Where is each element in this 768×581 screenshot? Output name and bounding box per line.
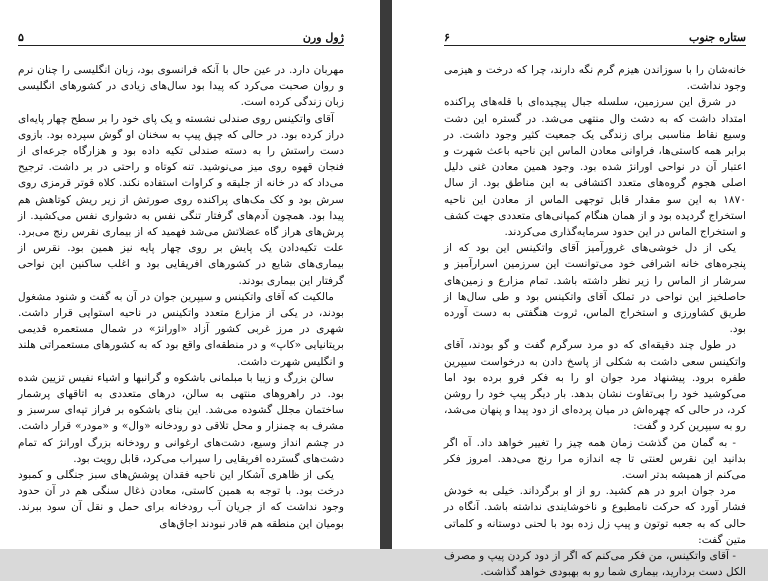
right-page-header xyxy=(444,26,746,44)
paragraph: سالن بزرگ و زیبا با مبلمانی باشکوه و گرانبها و اشیاء نفیس تزیین شده بود. در راهروهای منتهی به سالن، درهای متعددی به اتاقهای پرشمار ساختمان مجلل گشوده می‌شد. این بنای باشکوه بر فراز تپه‌ای سرسبز و مشرف به چمنزار و محل تلاقی دو رودخانه «وال» و «مودر» قرار داشت. در چشم انداز وسیع، دشت‌های ارغوانی و رودخانه بزرگ اورانژ که تمام دشت‌های گسترده افریقایی را سیراب می‌کرد، قابل رویت بود. xyxy=(18,371,344,465)
book-spine xyxy=(380,0,392,549)
paragraph: یکی از ظاهری آشکار این ناحیه فقدان پوشش‌های سبز جنگلی و کمبود درخت بود. با توجه به همین کاستی، معادن ذغال سنگی هم در آن حدود وجود نداشت که از جریان آب رودخانه برای حمل و نقل آن سود ببرند. بومیان این منطقه هم قادر نبودند اجاق‌های xyxy=(18,469,344,530)
paragraph: - آقای واتکینس، من فکر می‌کنم که اگر از دود کردن پیپ و مصرف الکل دست بردارید، بیماری شما رو به بهبودی خواهد گذاشت. xyxy=(444,550,746,579)
paragraph: خانه‌شان را با سوزاندن هیزم گرم نگه دارند، چرا که درخت و هیزمی وجود نداشت. xyxy=(444,64,746,93)
left-page-header xyxy=(18,26,344,44)
right-header-rule xyxy=(444,45,746,46)
right-page-body xyxy=(444,62,746,581)
paragraph: در طول چند دقیقه‌ای که دو مرد سرگرم گفت و گو بودند، آقای واتکینس سعی داشت به شکلی از پاسخ دادن به درخواست سیپرین طفره برود. پیشنهاد مرد جوان او را به فکر فرو برده بود اما می‌کوشید خود را بی‌تفاوت نشان بدهد. بار دیگر پیپ خود را روشن کرد، در حالی که چهره‌اش در میان پرده‌ای از دود پیدا و پنهان می‌شد، رو به سیپرین کرد و گفت: xyxy=(444,339,746,433)
paragraph: مالکیت که آقای واتکینس و سیپرین جوان در آن به گفت و شنود مشغول بودند، در یکی از مزارع متعدد واتکینس در ناحیه استوایی قرار داشت. شهری در مرز غربی کشور آزاد «اورانژ» در شمال مستعمره قدیمی بریتانیایی «کاپ» و در منطقه‌ای واقع بود که به کشورهای مستعمراتی هلند و انگلیس شهرت داشت. xyxy=(18,290,344,368)
left-header-rule xyxy=(18,45,344,46)
paragraph: - به گمان من گذشت زمان همه چیز را تغییر خواهد داد. آه اگر بدانید این نقرس لعنتی تا چه اندازه مرا رنج می‌دهد. امروز فکر می‌کنم از همیشه بدتر است. xyxy=(444,436,746,482)
paragraph: مهربان دارد. در عین حال با آنکه فرانسوی بود، زبان انگلیسی را چنان نرم و روان صحبت می‌کرد که پیدا بود سال‌های زیادی در کشورهای انگلیسی زبان زندگی کرده است. xyxy=(18,64,344,109)
right-page xyxy=(392,0,768,579)
left-page-number: ۵ xyxy=(18,31,24,44)
paragraph: مرد جوان ابرو در هم کشید. رو از او برگرداند. خیلی به خودش فشار آورد که حرکت نامطبوع و ناخوشایندی نداشته باشد. آنگاه در حالی که به جعبه توتون و پیپ زل زده بود با لحنی دوستانه و کلماتی متین گفت: xyxy=(444,485,746,546)
left-page xyxy=(0,0,380,549)
paragraph: آقای واتکینس روی صندلی نشسته و یک پای خود را بر سطح چهار پایه‌ای دراز کرده بود. در حالی که چپق پیپ به سخنان او گوش سپرده بود. بازوی دست راستش را به دسته صندلی تکیه داده بود و هزارگاه جرعه‌ای از فنجان قهوه روی میز می‌نوشید. تنه کوتاه و راحتی در بر داشت. ترجیح می‌داد که در خانه از جلیقه و کراوات استفاده نکند. کلاه قوتر قرمزی روی سرش بود و کک مک‌های پراکنده روی صورتش از زیر ریش کوتاهش هم پیدا بود. همچون آدم‌های گرفتار تنگی نفس به دشواری نفس می‌کشید. از پرش‌های هراز گاه عضلاتش می‌شد فهمید که از بیماری نقرس رنج می‌برد. علت تکیه‌دادن یک پایش بر روی چهار پایه نیز همین بود. نقرس از بیماری‌های شایع در کشورهای افریقایی بود و اغلب ساکنین این نواحی گرفتار این بیماری بودند. xyxy=(18,112,344,287)
left-page-body xyxy=(18,62,344,532)
right-page-title: ستاره جنوب xyxy=(689,31,746,44)
right-page-number: ۶ xyxy=(444,31,450,44)
paragraph: یکی از دل خوشی‌های غرورآمیز آقای واتکینس این بود که از پنجره‌های خانه اشرافی خود می‌توانست این سرزمین اسرارآمیز و سرشار از الماس را زیر نظر داشته باشد. تمام مزارع و زمین‌های حاصلخیز این نواحی در تملک آقای واتکینس بود و طی سال‌ها از طریق کشاورزی و استخراج الماس، ثروت هنگفتی به دست آورده بود. xyxy=(444,242,746,336)
paragraph: در شرق این سرزمین، سلسله جبال پیچیده‌ای با قله‌های پراکنده امتداد داشت که به دشت وال منتهی می‌شد. در گستره این دشت وسیع نقاط مناسبی برای زندگی یک جمعیت کثیر وجود داشت. در برابر همه کاستی‌ها، فراوانی معادن الماس این ناحیه باعث شهرت و اعتبار آن در نواحی اورانژ شده بود. وجود همین معادن غنی دلیل اصلی هجوم گروه‌های متعدد اکتشافی به این مناطق بود. از سال ۱۸۷۰ به این سو مقدار قابل توجهی الماس از معادن این ناحیه استخراج گردیده بود و از همان هنگام کمپانی‌های متعددی جهت کشف و استخراج الماس در این حدود سرمایه‌گذاری می‌کردند. xyxy=(444,96,746,239)
left-page-title: ژول ورن xyxy=(302,31,344,44)
